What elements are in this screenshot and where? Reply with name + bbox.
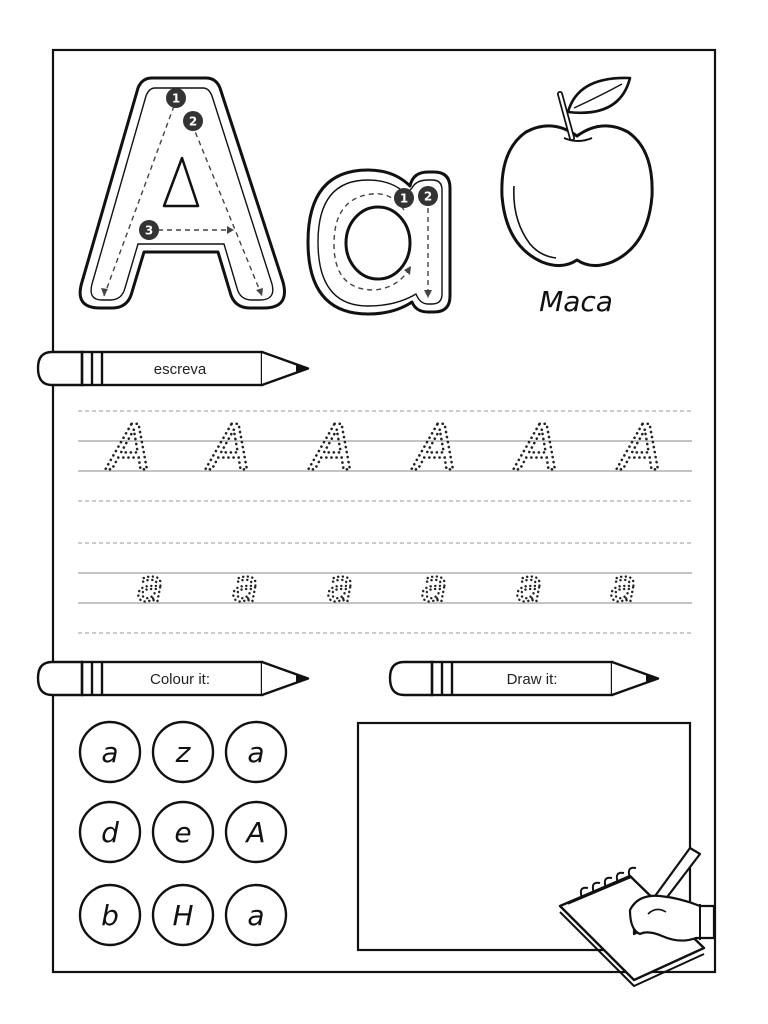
svg-text:a: a xyxy=(101,736,119,769)
colour-circle[interactable] xyxy=(80,722,140,782)
trace-letter: a xyxy=(515,561,543,612)
stroke-number-1-upper xyxy=(166,88,186,108)
svg-text:H: H xyxy=(172,899,194,932)
svg-text:A: A xyxy=(246,816,266,849)
colour-circle[interactable] xyxy=(153,885,213,945)
colour-circle[interactable] xyxy=(226,885,286,945)
trace-letter: a xyxy=(609,561,637,612)
write-label-pencil xyxy=(38,352,308,385)
draw-label-pencil xyxy=(390,662,658,695)
colour-circle[interactable] xyxy=(153,802,213,862)
trace-letter: A xyxy=(108,411,152,484)
trace-letter: a xyxy=(326,561,354,612)
svg-text:1: 1 xyxy=(171,91,181,106)
colour-label: Colour it: xyxy=(149,671,211,688)
trace-letter: a xyxy=(136,561,164,612)
stroke-number-2-upper xyxy=(183,111,203,131)
trace-letter: A xyxy=(516,411,560,484)
tracing-row-lower xyxy=(137,561,637,612)
trace-letter: A xyxy=(208,411,252,484)
trace-letter: a xyxy=(420,561,448,612)
stroke-number-3-upper xyxy=(139,220,159,240)
svg-text:2: 2 xyxy=(188,114,198,129)
colour-label-pencil xyxy=(38,662,308,695)
svg-text:2: 2 xyxy=(423,189,433,204)
big-uppercase-letter xyxy=(80,78,284,308)
colour-circles xyxy=(80,722,286,945)
picture-word: Maca xyxy=(539,285,613,318)
colour-circle[interactable] xyxy=(80,885,140,945)
trace-letter: A xyxy=(311,411,355,484)
colour-circle[interactable] xyxy=(80,802,140,862)
svg-text:1: 1 xyxy=(399,191,409,206)
stroke-number-1-lower xyxy=(394,188,414,208)
draw-label: Draw it: xyxy=(506,671,558,688)
svg-text:a: a xyxy=(247,899,265,932)
svg-text:a: a xyxy=(247,736,265,769)
colour-circle[interactable] xyxy=(226,722,286,782)
trace-letter: A xyxy=(414,411,458,484)
apple-icon xyxy=(502,78,652,266)
svg-text:b: b xyxy=(101,899,119,932)
tracing-lines-lower xyxy=(78,543,692,633)
svg-text:d: d xyxy=(101,816,119,849)
trace-letter: A xyxy=(619,411,663,484)
colour-circle[interactable] xyxy=(153,722,213,782)
svg-text:z: z xyxy=(175,736,191,769)
trace-letter: a xyxy=(231,561,259,612)
tracing-lines-upper xyxy=(78,411,692,501)
colour-circle[interactable] xyxy=(226,802,286,862)
stroke-number-2-lower xyxy=(418,186,438,206)
svg-text:3: 3 xyxy=(144,223,154,238)
tracing-row-upper xyxy=(105,411,662,484)
svg-text:e: e xyxy=(174,816,192,849)
write-label: escreva xyxy=(153,361,207,378)
